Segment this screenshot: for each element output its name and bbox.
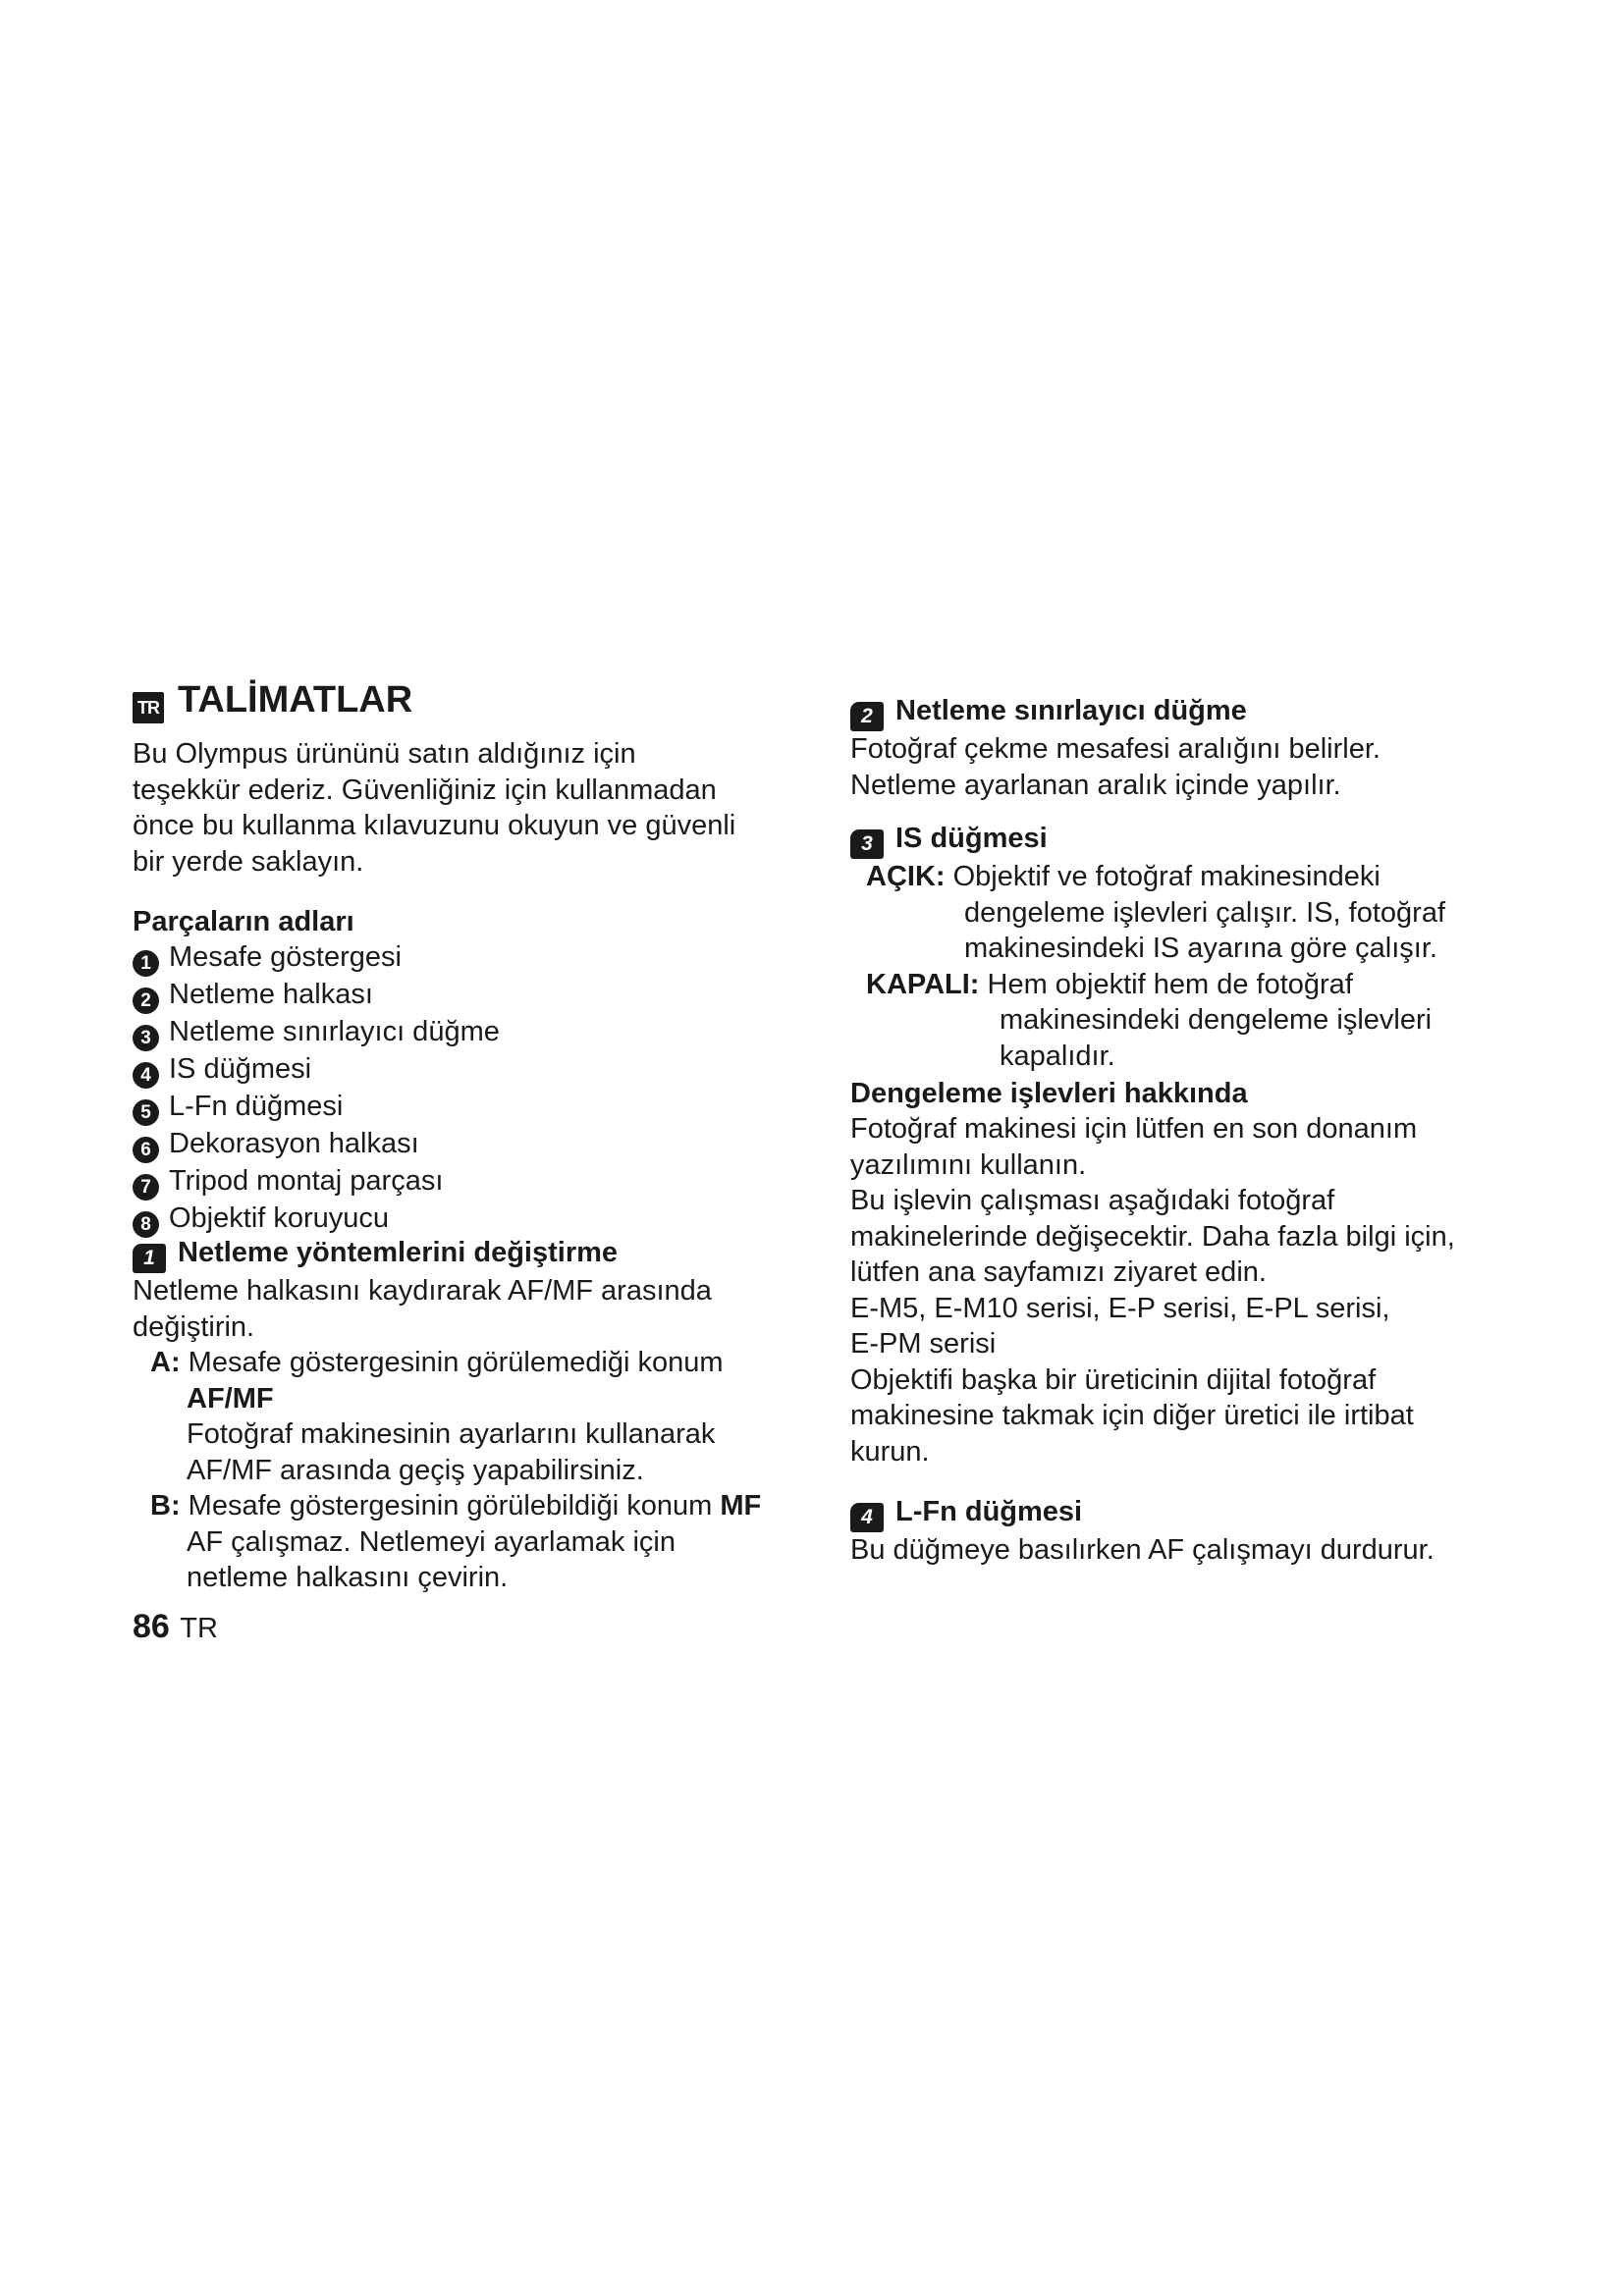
parts-heading: Parçaların adları: [133, 906, 354, 937]
section-focus-mode: 1 Netleme yöntemlerini değiştirme Netleme halkasını kaydırarak AF/MF arasında değiştirin. A: Mesafe göstergesinin görülemediği konum AF/MF Fotoğraf makinesinin ayarlarını kullanarak AF/MF arasında geçiş yapabilirsiniz. B: Mesafe göstergesinin görülebildiği konum MF AF çalışmaz. Netlemeyi ayarlamak için netleme halkasını çevirin.: [133, 1237, 762, 1593]
number-7-icon: 7: [133, 1174, 159, 1201]
section-heading: 1 Netleme yöntemlerini değiştirme: [133, 1235, 761, 1273]
intro-line: önce bu kullanma kılavuzunu okuyun ve güvenli: [133, 810, 736, 841]
list-item: 2 Netleme halkası: [133, 977, 500, 1014]
number-6-icon: 6: [133, 1137, 159, 1163]
option-on: AÇIK: Objektif ve fotoğraf makinesindeki: [866, 861, 1380, 892]
section-heading: 3 IS düğmesi: [850, 821, 1455, 859]
number-8-icon: 8: [133, 1211, 159, 1238]
number-3-icon: 3: [133, 1025, 159, 1051]
list-item: 6 Dekorasyon halkası: [133, 1126, 500, 1163]
section-heading: 4 L-Fn düğmesi: [850, 1494, 1435, 1532]
intro-line: bir yerde saklayın.: [133, 845, 364, 878]
section-heading: 2 Netleme sınırlayıcı düğme: [850, 693, 1380, 731]
option-b: B: Mesafe göstergesinin görülebildiği konum MF: [150, 1490, 762, 1522]
section-focus-limiter: 2 Netleme sınırlayıcı düğme Fotoğraf çekme mesafesi aralığını belirler. Netleme ayarlanan aralık içinde yapılır.: [850, 695, 1380, 801]
number-1-icon: 1: [133, 950, 159, 977]
page-title: TR TALİMATLAR: [133, 679, 412, 723]
section-4-icon: 4: [850, 1503, 884, 1532]
parts-list: [133, 904, 500, 1238]
number-5-icon: 5: [133, 1099, 159, 1126]
tr-language-icon: TR: [133, 692, 164, 723]
sub-heading: Dengeleme işlevleri hakkında: [850, 1078, 1248, 1109]
page-number: 86: [133, 1608, 170, 1645]
section-3-icon: 3: [850, 829, 884, 859]
list-item: 8 Objektif koruyucu: [133, 1201, 500, 1238]
number-2-icon: 2: [133, 988, 159, 1014]
section-1-icon: 1: [133, 1244, 166, 1273]
list-item: 1 Mesafe göstergesi: [133, 939, 500, 977]
list-item: 3 Netleme sınırlayıcı düğme: [133, 1014, 500, 1051]
intro-line: teşekkür ederiz. Güvenliğiniz için kullanmadan: [133, 774, 717, 806]
number-4-icon: 4: [133, 1062, 159, 1089]
intro-line: Bu Olympus ürününü satın aldığınız için: [133, 738, 636, 770]
list-item: 4 IS düğmesi: [133, 1051, 500, 1089]
list-item: 7 Tripod montaj parçası: [133, 1163, 500, 1201]
option-off: KAPALI: Hem objektif hem de fotoğraf: [866, 968, 1353, 1000]
intro-paragraph: [133, 736, 735, 880]
footer-lang: TR: [180, 1613, 218, 1644]
section-lfn-button: 4 L-Fn düğmesi Bu düğmeye basılırken AF çalışmayı durdurur.: [850, 1496, 1435, 1566]
option-a: A: Mesafe göstergesinin görülemediği konum: [150, 1347, 724, 1378]
section-is-switch: 3 IS düğmesi AÇIK: Objektif ve fotoğraf makinesindeki dengeleme işlevleri çalışır. IS, fotoğraf makinesindeki IS ayarına göre çalışır. KAPALI: Hem objektif hem de fotoğraf makinesindeki dengeleme işlevleri kapalıdır. Dengeleme işlevleri hakkında Fotoğraf makinesi için lütfen en son donanım yazılımını kullanın. Bu işlevin çalışması aşağıdaki fotoğraf makinelerinde değişecektir. Daha fazla bilgi için, lütfen ana sayfamızı ziyaret edin. E-M5, E-M10 serisi, E-P serisi, E-PL serisi, E-PM serisi Objektifi başka bir üreticinin dijital fotoğraf makinesine takmak için diğer üretici ile irtibat kurun.: [850, 823, 1455, 1468]
list-item: 5 L-Fn düğmesi: [133, 1089, 500, 1126]
section-2-icon: 2: [850, 702, 884, 731]
page-footer: [133, 1608, 218, 1646]
